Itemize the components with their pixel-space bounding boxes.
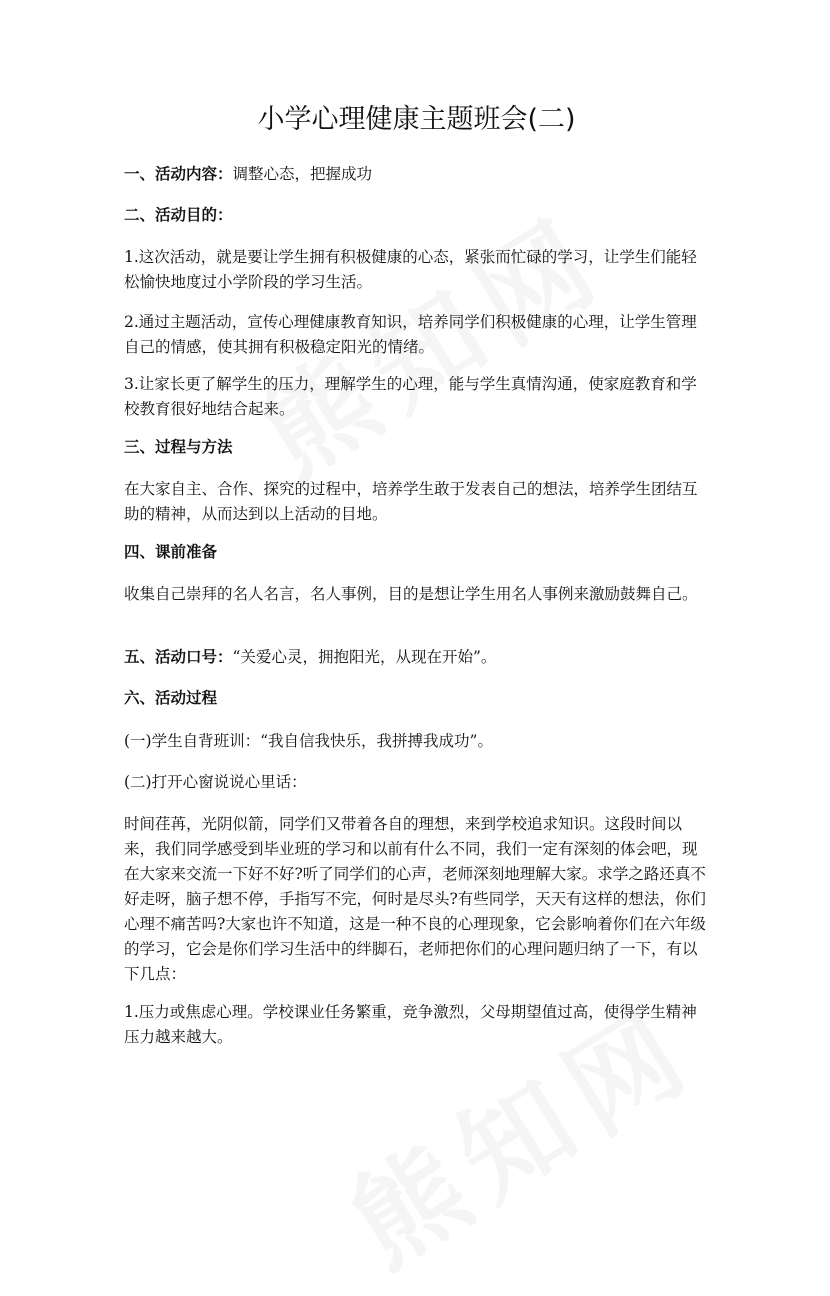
paragraph-pressure: 1.压力或焦虑心理。学校课业任务繁重，竞争激烈，父母期望值过高，使得学生精神压力越来越大。 <box>124 1003 697 1046</box>
paragraph-preparation: 收集自己崇拜的名人名言，名人事例，目的是想让学生用名人事例来激励鼓舞自己。 <box>124 585 698 603</box>
paragraph-process: 在大家自主、合作、探究的过程中，培养学生敢于发表自己的想法，培养学生团结互助的精神，从而达到以上活动的目地。 <box>124 480 698 523</box>
section-value: “关爱心灵，拥抱阳光，从现在开始”。 <box>232 648 497 666</box>
paragraph-reflection: 时间荏苒，光阴似箭，同学们又带着各自的理想，来到学校追求知识。这段时间以来，我们同学感受到毕业班的学习和以前有什么不同，我们一定有深刻的体会吧，现在大家来交流一下好不好?听了同学们的心声，老师深刻地理解大家。求学之路还真不好走呀，脑子想不停，手指写不完，何时是尽头?有些同学，天天有这样的想法，你们心理不痛苦吗?大家也许不知道，这是一种不良的心理现象，它会影响着你们在六年级的学习，它会是你们学习生活中的绊脚石，老师把你们的心理问题归纳了一下，有以下几点： <box>124 815 706 983</box>
paragraph-class-motto: (一)学生自背班训：“我自信我快乐，我拼搏我成功”。 <box>124 732 493 750</box>
page-title: 小学心理健康主题班会(二) <box>257 104 576 135</box>
section-activity-process: 六、活动过程 <box>124 689 218 707</box>
paragraph-purpose-2: 2.通过主题活动，宣传心理健康教育知识，培养同学们积极健康的心理，让学生管理自己的情感，使其拥有积极稳定阳光的情绪。 <box>124 313 697 356</box>
section-label: 五、活动口号： <box>124 648 233 666</box>
paragraph-purpose-3: 3.让家长更了解学生的压力，理解学生的心理，能与学生真情沟通，使家庭教育和学校教育很好地结合起来。 <box>124 375 697 418</box>
paragraph-open-heart: (二)打开心窗说说心里话： <box>124 773 307 791</box>
section-activity-content <box>124 162 709 187</box>
section-process-method: 三、过程与方法 <box>124 438 233 456</box>
section-label: 一、活动内容： <box>124 165 233 183</box>
section-activity-purpose: 二、活动目的： <box>124 206 233 224</box>
paragraph-purpose-1: 1.这次活动，就是要让学生拥有积极健康的心态，紧张而忙碌的学习，让学生们能轻松愉快地度过小学阶段的学习生活。 <box>124 248 697 291</box>
section-slogan <box>124 645 709 670</box>
section-value: 调整心态，把握成功 <box>232 165 373 183</box>
section-preparation: 四、课前准备 <box>124 543 218 561</box>
